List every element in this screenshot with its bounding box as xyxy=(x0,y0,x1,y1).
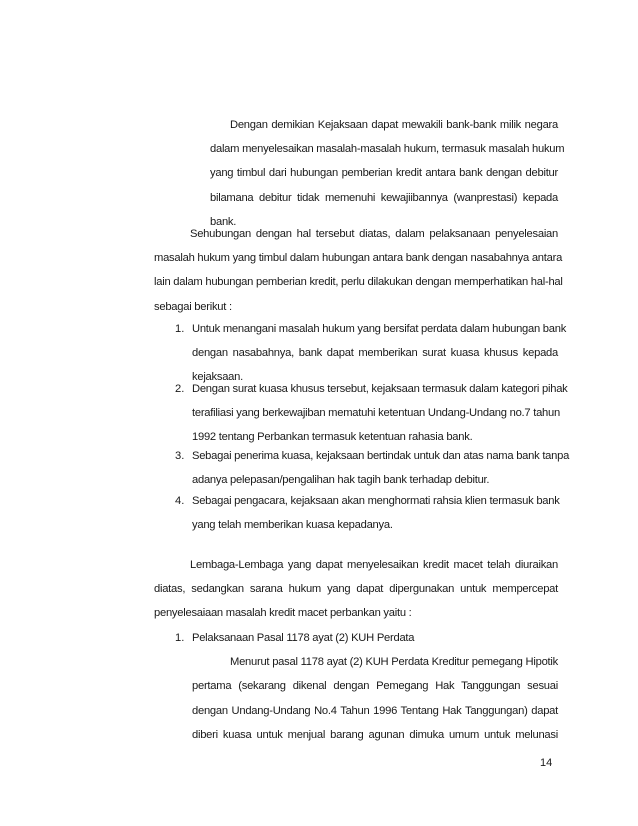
page-number: 14 xyxy=(540,757,553,769)
list1-item-4-line: Sebagai pengacara, kejaksaan akan menghormati rahsia klien termasuk bank xyxy=(192,495,560,507)
intro-block xyxy=(210,113,565,234)
list1-item-3-line: Sebagai penerima kuasa, kejaksaan bertindak untuk dan atas nama bank tanpa xyxy=(192,450,570,462)
para1-line-2: masalah hukum yang timbul dalam hubungan antara bank dengan nasabahnya antara xyxy=(154,252,563,265)
list1-item-3-line: adanya pelepasan/pengalihan hak tagih bank terhadap debitur. xyxy=(192,474,490,487)
intro-line-3: yang timbul dari hubungan pemberian kredit antara bank dengan debitur xyxy=(210,167,558,180)
intro-line-5: bank. xyxy=(210,215,237,228)
list1-item-2-line: Dengan surat kuasa khusus tersebut, kejaksaan termasuk dalam kategori pihak xyxy=(192,383,568,395)
paragraph-1 xyxy=(154,222,563,319)
paragraph-2 xyxy=(154,553,558,626)
list2-item-1-line: diberi kuasa untuk menjual barang agunan dimuka umum untuk melunasi xyxy=(192,728,558,741)
intro-line-4: bilamana debitur tidak memenuhi kewajiibannya (wanprestasi) kepada xyxy=(210,191,558,204)
list1-item-1-number: 1. xyxy=(175,323,185,335)
list1-item-2 xyxy=(192,377,568,450)
list1-item-1-line: dengan nasabahnya, bank dapat memberikan surat kuasa khusus kepada xyxy=(192,347,558,360)
list1-item-3 xyxy=(192,444,570,492)
para2-line-2: diatas, sedangkan sarana hukum yang dapat dipergunakan untuk mempercepat xyxy=(154,583,558,596)
list1-item-2-line: terafiliasi yang berkewajiban mematuhi ketentuan Undang-Undang no.7 tahun xyxy=(192,407,560,420)
list2-item-1-line: dengan Undang-Undang No.4 Tahun 1996 Tentang Hak Tanggungan) dapat xyxy=(192,704,558,717)
list1-item-4-number: 4. xyxy=(175,495,185,507)
para2-line-3: penyelesaiaan masalah kredit macet perbankan yaitu : xyxy=(154,607,412,620)
para1-line-4: sebagai berikut : xyxy=(154,300,232,313)
list2-item-1-line: pertama (sekarang dikenal dengan Pemegang Hak Tanggungan sesuai xyxy=(192,680,558,693)
list1-item-1-line: Untuk menangani masalah hukum yang bersifat perdata dalam hubungan bank xyxy=(192,323,567,335)
para1-line-1: Sehubungan dengan hal tersebut diatas, dalam pelaksanaan penyelesaian xyxy=(190,228,558,240)
list1-item-2-line: 1992 tentang Perbankan termasuk ketentuan rahasia bank. xyxy=(192,431,473,444)
list2-item-1 xyxy=(192,626,558,747)
list2-item-1-line: Menurut pasal 1178 ayat (2) KUH Perdata Kreditur pemegang Hipotik xyxy=(230,656,558,669)
list2-item-1-heading: Pelaksanaan Pasal 1178 ayat (2) KUH Perdata xyxy=(192,632,415,644)
list1-item-2-number: 2. xyxy=(175,383,185,395)
para2-line-1: Lembaga-Lembaga yang dapat menyelesaikan kredit macet telah diuraikan xyxy=(190,559,558,571)
list2-item-1-number: 1. xyxy=(175,632,185,644)
intro-line-1: Dengan demikian Kejaksaan dapat mewakili bank-bank milik negara xyxy=(230,119,558,131)
intro-line-2: dalam menyelesaikan masalah-masalah hukum, termasuk masalah hukum xyxy=(210,143,565,156)
list1-item-1-line: kejaksaan. xyxy=(192,371,243,384)
list1-item-3-number: 3. xyxy=(175,450,185,462)
list1-item-4 xyxy=(192,489,558,537)
list1-item-4-line: yang telah memberikan kuasa kepadanya. xyxy=(192,519,393,532)
para1-line-3: lain dalam hubungan pemberian kredit, perlu dilakukan dengan memperhatikan hal-hal xyxy=(154,276,563,289)
